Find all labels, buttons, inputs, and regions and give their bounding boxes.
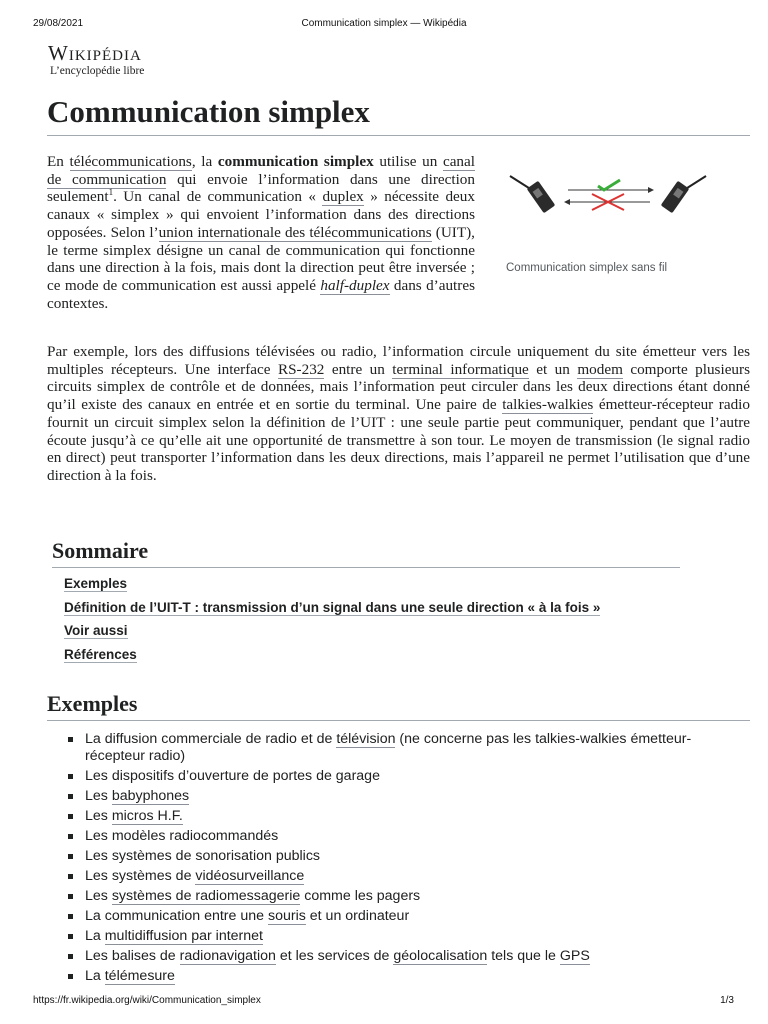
- link-radiomessagerie[interactable]: systèmes de radiomessagerie: [111, 887, 301, 904]
- link-half-duplex[interactable]: half-duplex: [320, 276, 390, 294]
- link-micros-hf[interactable]: micros H.F.: [111, 807, 183, 824]
- list-item: Les systèmes de vidéosurveillance: [68, 868, 728, 885]
- link-modem[interactable]: modem: [577, 360, 623, 378]
- list-item: Les babyphones: [68, 788, 728, 805]
- list-item: Les micros H.F.: [68, 808, 728, 825]
- section-divider: [47, 720, 750, 721]
- link-geolocalisation[interactable]: géolocalisation: [393, 947, 488, 964]
- list-item: Les systèmes de radiomessagerie comme les pagers: [68, 888, 728, 905]
- walkie-talkie-right-icon: [661, 176, 706, 213]
- walkie-talkie-left-icon: [510, 176, 555, 213]
- print-title: Communication simplex — Wikipédia: [301, 18, 467, 29]
- simplex-radio-figure[interactable]: [498, 166, 718, 236]
- link-videosurveillance[interactable]: vidéosurveillance: [195, 867, 305, 884]
- list-item: La diffusion commerciale de radio et de télévision (ne concerne pas les talkies-walkies émetteur- récepteur radio): [68, 731, 728, 764]
- link-telecommunications[interactable]: télécommunications: [69, 153, 192, 170]
- link-multidiffusion[interactable]: multidiffusion par internet: [104, 927, 263, 944]
- title-divider: [47, 135, 750, 136]
- examples-list: [68, 731, 728, 988]
- toc-item-voir-aussi[interactable]: Voir aussi: [64, 623, 128, 638]
- page-title: Communication simplex: [47, 94, 370, 129]
- reference-1[interactable]: 1: [108, 187, 114, 198]
- toc-item-exemples[interactable]: Exemples: [64, 576, 128, 591]
- list-item: Les balises de radionavigation et les services de géolocalisation tels que le GPS: [68, 948, 728, 965]
- link-terminal-informatique[interactable]: terminal informatique: [392, 360, 529, 378]
- page-number: 1/3: [720, 995, 734, 1006]
- toc-divider: [52, 567, 680, 568]
- section-title-exemples: Exemples: [47, 691, 138, 716]
- toc-item-references[interactable]: Références: [64, 646, 137, 662]
- intro-paragraph: En télécommunications, la communication simplex utilise un canal de communication qui envoie l’information dans une direction seulement$^1$. Un canal de communication « duplex » nécessite deux canaux « simplex » qui envoient l’information dans des directions opposées. Selon l’union internationale des télécommunications (UIT), le terme simplex désigne un canal de communication qui fonctionne dans une direction à la fois, mais dont la direction peut être inversée ; ce mode de communication est aussi appelé half-duplex dans d’autres contextes.: [47, 153, 475, 312]
- link-rs-232[interactable]: RS-232: [277, 360, 325, 378]
- wikipedia-logo[interactable]: [48, 42, 144, 78]
- checkmark-icon: [598, 180, 620, 190]
- print-date: 29/08/2021: [33, 18, 84, 29]
- transmission-arrow-right-icon: [568, 187, 654, 193]
- list-item: La télémesure: [68, 968, 728, 985]
- link-gps[interactable]: GPS: [559, 947, 590, 964]
- link-uit[interactable]: union internationale des télécommunications: [158, 223, 432, 241]
- print-url: https://fr.wikipedia.org/wiki/Communication_simplex: [33, 995, 261, 1006]
- list-item: Les systèmes de sonorisation publics: [68, 848, 728, 865]
- list-item: Les dispositifs d’ouverture de portes de garage: [68, 768, 728, 785]
- link-talkies-walkies[interactable]: talkies-walkies: [502, 396, 594, 414]
- figure-caption: Communication simplex sans fil: [506, 262, 668, 274]
- link-television[interactable]: télévision: [336, 731, 396, 747]
- link-duplex[interactable]: duplex: [322, 188, 364, 206]
- link-babyphones[interactable]: babyphones: [111, 787, 190, 804]
- list-item: La communication entre une souris et un ordinateur: [68, 908, 728, 925]
- link-radionavigation[interactable]: radionavigation: [179, 947, 276, 964]
- table-of-contents: [64, 574, 600, 668]
- toc-title: Sommaire: [52, 538, 149, 563]
- body-paragraph: Par exemple, lors des diffusions télévisées ou radio, l’information circule uniquement du site émetteur vers les multiples récepteurs. Une interface RS-232 entre un terminal informatique et un modem comporte plusieurs circuits simplex de contrôle et de données, mais l’information peut circuler dans les deux directions étant donné qu’il existe des canaux en entrée et en sortie du terminal. Une paire de talkies-walkies émetteur-récepteur radio fournit un circuit simplex selon la définition de l’UIT : une seule partie peut communiquer, pendant que l’autre écoute jusqu’à ce qu’elle ait une opportunité de transmettre à son tour. Le moyen de transmission (le signal radio en direct) peut transporter l’information dans les deux directions, mais l’appareil ne permet l’utilisation que d’une direction à la fois.: [47, 343, 750, 484]
- logo-wordmark: Wikipédia: [48, 41, 142, 65]
- link-canal-de-communication[interactable]: canal de communication: [47, 153, 475, 188]
- list-item: Les modèles radiocommandés: [68, 828, 728, 845]
- toc-item-definition[interactable]: Définition de l’UIT-T : transmission d’un signal dans une seule direction « à la fois »: [64, 599, 601, 615]
- logo-tagline: L’encyclopédie libre: [50, 65, 145, 77]
- list-item: La multidiffusion par internet: [68, 928, 728, 945]
- link-souris[interactable]: souris: [267, 907, 306, 924]
- link-telemesure[interactable]: télémesure: [104, 967, 175, 984]
